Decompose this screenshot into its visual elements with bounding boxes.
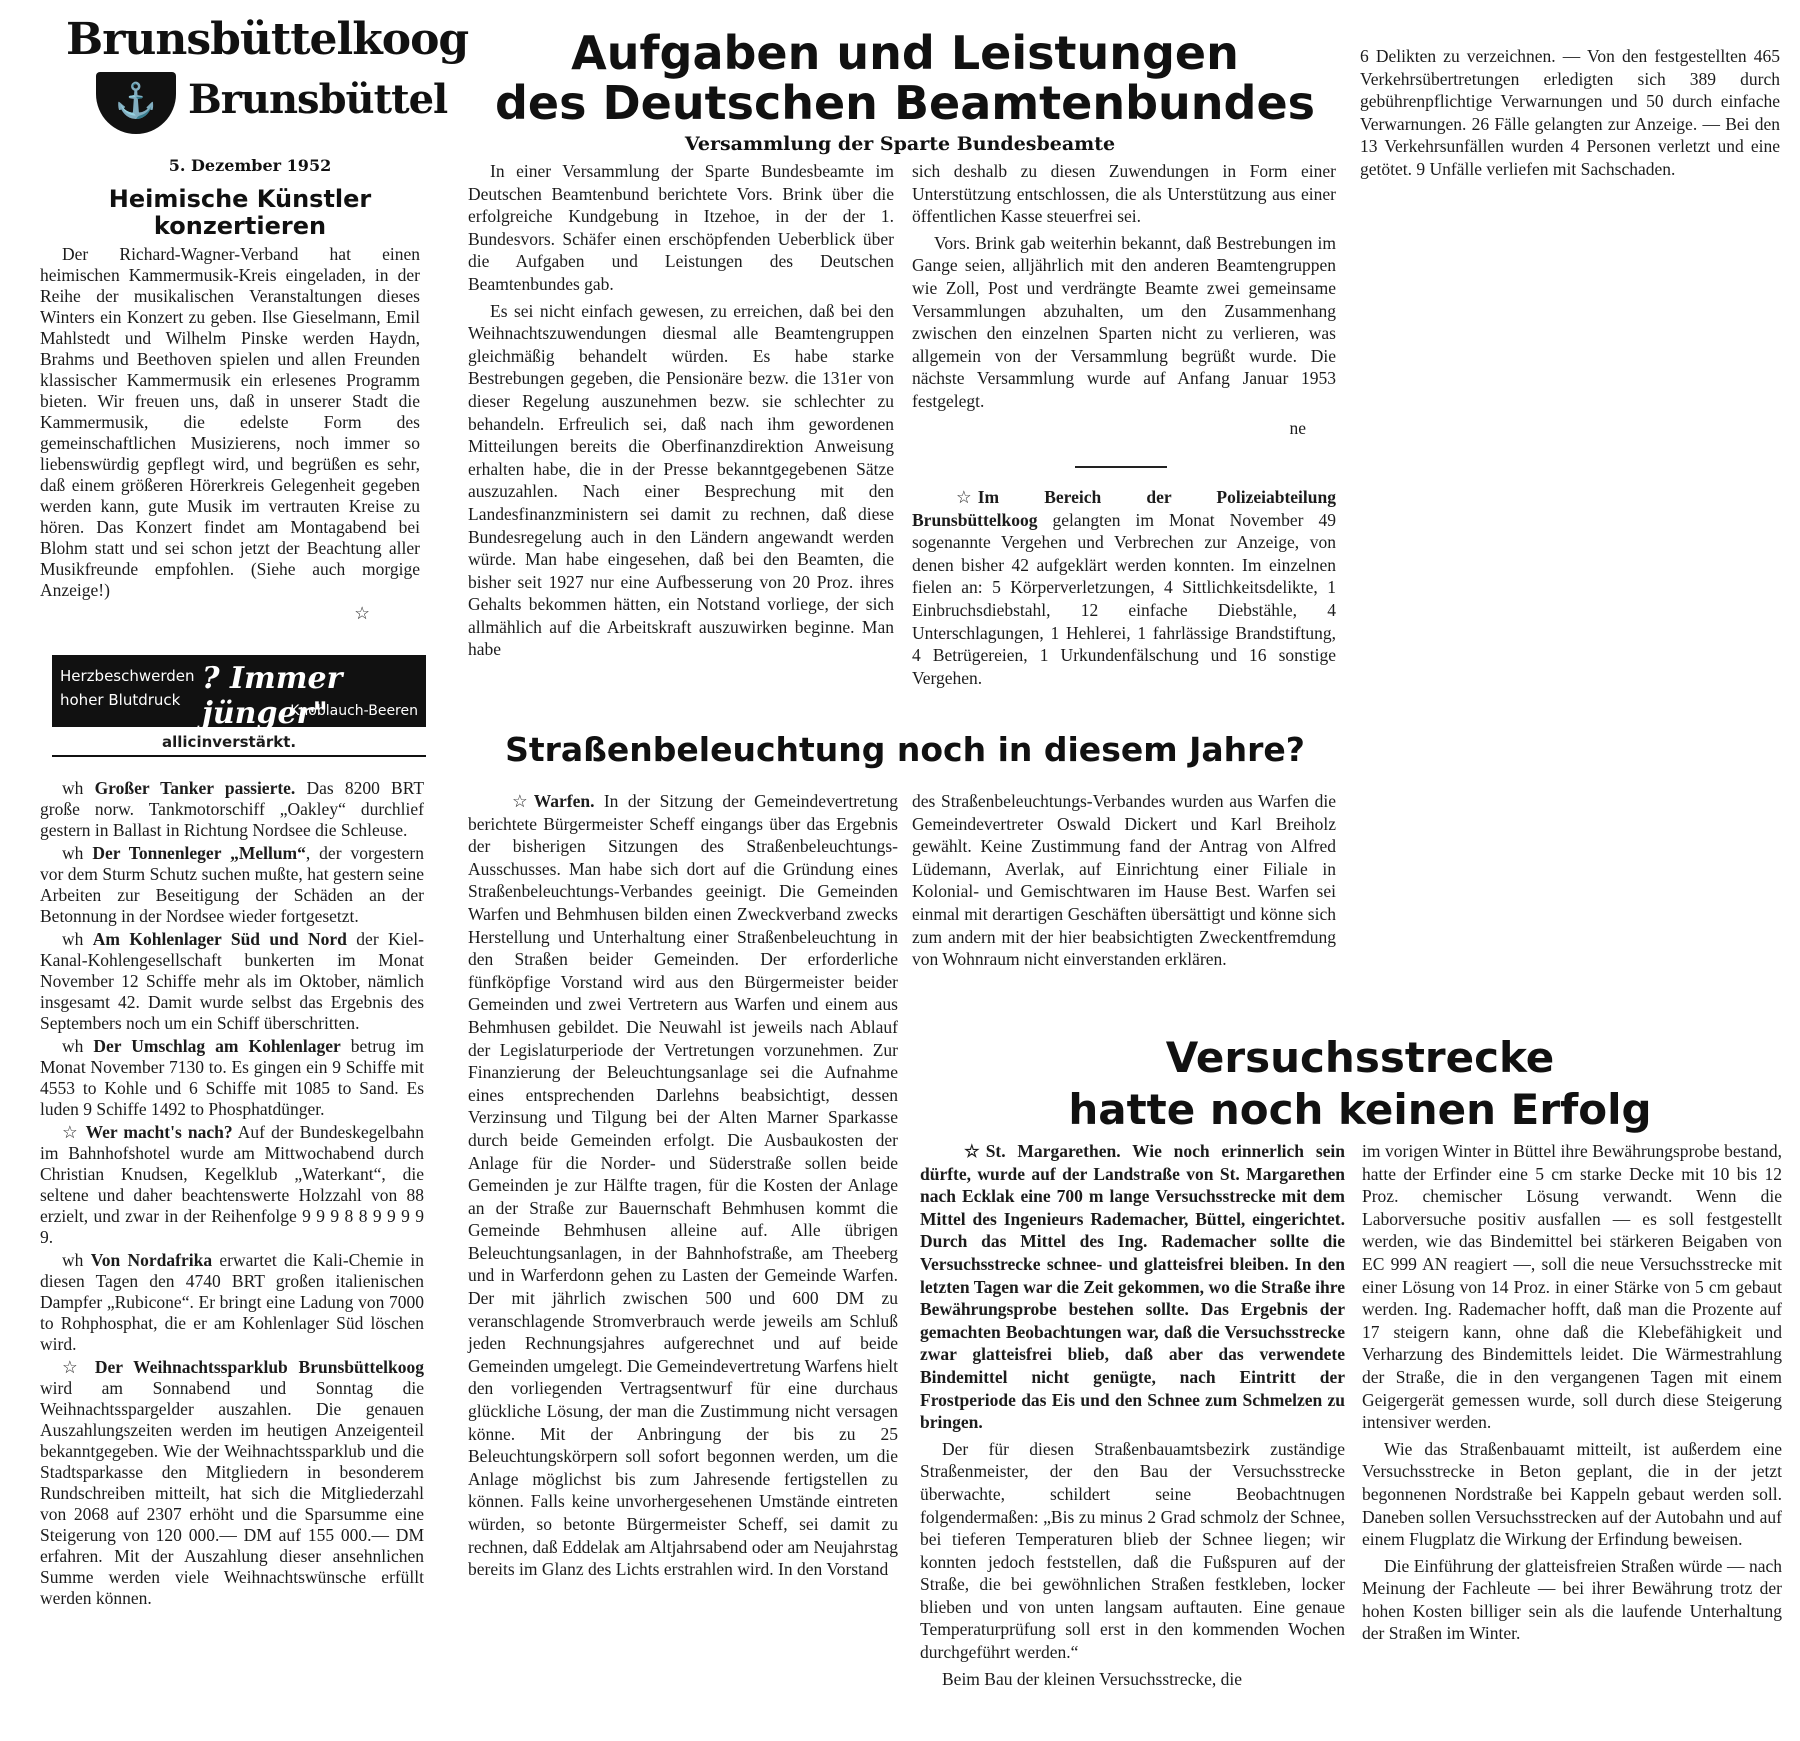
article-text: Der Richard-Wagner-Verband hat einen heimischen Kammermusik-Kreis eingeladen, in der Reihe der musikalischen Veranstaltungen dieses Winters ein Konzert zu geben. Ilse Gieselmann, Emil Mahlstedt und Wilhelm Pinske werden Haydn, Brahms und Beethoven spielen und allen Freunden klassischer Kammermusik ein erlesenes Programm bieten. Wir freuen uns, daß in unserer Stadt die Kammermusik, die edelste Form des gemeinschaftlichen Musizierens, noch immer so liebenswürdig gepflegt wird, und begrüßen es sehr, daß einem größeren Hörerkreis Gelegenheit gegeben werden kann, gute Musik im vertrauten Kreise zu hören. Das Konzert findet am Montagabend bei Blohm statt und sei schon jetzt der Beachtung aller Musikfreunde empfohlen. (Siehe auch morgige Anzeige!) — [40, 244, 420, 600]
star-icon: ☆ — [62, 1122, 80, 1142]
star-icon: ☆ — [956, 487, 972, 507]
article-kuenstler — [40, 244, 420, 624]
advertisement — [52, 655, 426, 765]
issue-date: 5. Dezember 1952 — [168, 156, 332, 175]
masthead-logo — [66, 14, 469, 140]
ad-brand: ? Immer jünger" — [202, 661, 343, 731]
ad-line1: Herzbeschwerden — [60, 667, 195, 685]
article-strassenbeleuchtung: ☆ Warfen. In der Sitzung der Gemeindevertretung berichtete Bürgermeister Scheff eingangs über das Ergebnis der bisherigen Sitzungen des Straßenbeleuchtungs-Ausschusses. Man habe sich dort auf die Gründung eines Straßenbeleuchtungs-Verbandes geeinigt. Die Gemeinden Warfen und Behmhusen bilden einen Zweckverband zwecks Herstellung und Unterhaltung einer Straßenbeleuchtung in den Straßen beider Gemeinden. Der erforderliche fünfköpfige Vorstand wird aus den Bürgermeister beider Gemeinden und zwei Vertretern aus Warfen und einem aus Behmhusen gebildet. Die Neuwahl ist jeweils nach Ablauf der Legislaturperiode der Vertretungen vorzunehmen. Zur Finanzierung der Beleuchtungsanlage sei die Aufnahme eines entsprechenden Darlehns beabsichtigt, dessen Verzinsung und Tilgung bei der Alten Marner Sparkasse durch beide Gemeinden erfolgt. Die Ausbaukosten der Anlage für die Norder- und Süderstraße sollen beide Gemeinden je zur Hälfte tragen, für die Kosten der Anlage an der Straße zur Bauernschaft Behmhusen kommt die Gemeinde Behmhusen alleine auf. Alle übrigen Beleuchtungsanlagen, in der Bahnhofstraße, am Theeberg und in Warferdonn gehen zu Lasten der Gemeinde Warfen. Der mit jährlich zwischen 500 und 600 DM zu veranschlagende Stromverbrauch werde jeweils am Schluß jeden Rechnungsjahres aufgerechnet und auf beide Gemeinden umgelegt. Die Gemeindevertretung Warfens hielt den vorliegenden Vertragsentwurf für eine durchaus glückliche Lösung, der man die Zustimmung nicht versagen könne. Mit der Anbringung der bis zu 25 Beleuchtungskörpern soll sofort begonnen werden, um die Anlage möglichst bis zum Jahresende fertigstellen zu können. Falls keine unvorhergesehenen Umstände eintreten würden, so betonte Bürgermeister Scheff, sei damit zu rechnen, daß Eddelak am Altjahrsabend oder am Neujahrstag bereits im Glanz des Lichts erstrahlen wird. In den Vorstand — [468, 791, 898, 1580]
article-versuchsstrecke-col2: im vorigen Winter in Büttel ihre Bewährungsprobe bestand, hatte der Erfinder eine 5 cm starke Decke mit 10 bis 12 Proz. chemischer Lösung verwandt. Wenn die Laborversuche positiv ausfallen — es soll festgestellt werden, wie das Bindemittel bei stärkeren Beigaben von EC 999 AN reagiert —, soll die neue Versuchsstrecke mit einer Lösung von 14 Proz. in einer Stärke von 5 cm gebaut werden. Ing. Rademacher hofft, daß man die Prozente auf 17 steigern kann, ohne daß die Klebefähigkeit und Verharzung des Bindemittels leidet. Die Wärmestrahlung der Straße, die in den vergangenen Tagen mit einem Geigergerät gemessen wurde, soll durch diese Steigerung intensiver werden. Wie das Straßenbauamt mitteilt, ist außerdem eine Versuchsstrecke in Beton geplant, die in der jetzt begonnenen Nordstraße bei Kappeln gebaut werden soll. Daneben sollen Versuchsstrecken auf der Autobahn und auf einem Flugplatz die Wirkung der Erfindung beweisen. Die Einführung der glatteisfreien Straßen würde — nach Meinung der Fachleute — bei ihrer Bewährung trotz der hohen Kosten billiger sein als die laufende Unterhaltung der Straßen im Winter. — [1362, 1141, 1782, 1644]
masthead-line1: Brunsbüttelkoog — [66, 14, 469, 65]
ad-rule — [52, 755, 426, 757]
article-polizei-continued: 6 Delikten zu verzeichnen. — Von den festgestellten 465 Verkehrsübertretungen erledigten sich 389 durch gebührenpflichtige Verwarnungen und 50 durch einfache Verwarnungen. 26 Fälle gelangten zur Anzeige. — Bei den 13 Verkehrsunfällen wurden 4 Personen verletzt und eine getötet. 9 Unfälle verliefen mit Sachschaden. — [1360, 46, 1780, 179]
headline-versuchsstrecke: Versuchsstrecke hatte noch keinen Erfolg — [1068, 1033, 1652, 1134]
ad-line2: hoher Blutdruck — [60, 691, 181, 709]
star-icon: ☆ — [964, 1141, 980, 1161]
local-news-column — [40, 778, 424, 1611]
article-versuchsstrecke-col1: ☆ St. Margarethen. Wie noch erinnerlich sein dürfte, wurde auf der Landstraße von St. Margarethen nach Ecklak eine 700 m lange Versuchsstrecke mit dem Mittel des Ingenieurs Rademacher, Büttel, eingerichtet. Durch das Mittel des Ing. Rademacher sollte die Versuchsstrecke schnee- und glatteisfrei bleiben. In den letzten Tagen war die Zeit gekommen, wo die Straße ihre Bewährungsprobe bestehen sollte. Das Ergebnis der gemachten Beobachtungen war, daß die Versuchsstrecke zwar glatteisfrei blieb, daß aber das verwendete Bindemittel nicht genügte, nach Eintritt der Frostperiode das Eis und den Schnee zum Schmelzen zu bringen. Der für diesen Straßenbauamtsbezirk zuständige Straßenmeister, der den Bau der Versuchsstrecke überwachte, schildert seine Beobachtnugen folgendermaßen: „Bis zu minus 2 Grad schmolz der Schnee, bei tieferen Temperaturen blieb der Schnee liegen; wir konnten jedoch feststellen, daß die Fußspuren auf der Straße, die bei gewöhnlichen Straßen festkleben, locker blieben und von unten langsam auftauten. Eine genaue Temperaturprüfung soll erst in den kommenden Wochen durchgeführt werden.“ Beim Bau der kleinen Versuchsstrecke, die — [920, 1141, 1345, 1689]
masthead-line2: Brunsbüttel — [184, 76, 451, 123]
star-icon: ☆ — [62, 1357, 85, 1377]
star-icon: ☆ — [512, 791, 528, 811]
article-polizei: ☆ Im Bereich der Polizeiabteilung Brunsbüttelkoog gelangten im Monat November 49 sogenannte Vergehen und Verbrechen zur Anzeige, von denen bisher 42 aufgeklärt werden konnten. Im einzelnen fielen an: 5 Körperverletzungen, 4 Sittlichkeitsdelikte, 1 Einbruchsdiebstahl, 12 einfache Diebstähle, 4 Unterschlagungen, 1 Hehlerei, 1 fahrlässige Brandstiftung, 4 Betrügereien, 1 Urkundenfälschung und 16 sonstige Vergehen. — [912, 487, 1336, 688]
anchor-icon: ⚓ — [96, 72, 176, 134]
news-item: ☆ Wer macht's nach? Auf der Bundeskegelbahn im Bahnhofshotel wurde am Mittwochabend durch Christian Knudsen, Kegelklub „Waterkant“, die seltene und daher beachtenswerte Holzzahl von 88 erzielt, und zwar in der Reihenfolge 9 9 9 8 8 9 9 9 9 9. — [40, 1122, 424, 1247]
news-item: wh Der Tonnenleger „Mellum“, der vorgestern vor dem Sturm Schutz suchen mußte, hat gestern seine Arbeiten zur Beseitigung der Schäden an der Betonnung in der Nordsee wieder fortgesetzt. — [40, 843, 424, 926]
subtitle-beamtenbund: Versammlung der Sparte Bundesbeamte — [684, 133, 1116, 155]
ad-claim: allicinverstärkt. — [162, 733, 297, 751]
article-beamtenbund-col1: In einer Versammlung der Sparte Bundesbeamte im Deutschen Beamtenbund berichtete Vors. Brink über die erfolgreiche Kundgebung in Itzehoe, in der der 1. Bundesvors. Schäfer einen erschöpfenden Ueberblick über die Aufgaben und Leistungen des Deutschen Beamtenbundes gab. Es sei nicht einfach gewesen, zu erreichen, daß bei den Weihnachtszuwendungen diesmal alle Beamtengruppen gleichmäßig behandelt würden. Es habe starke Bestrebungen gegeben, die Pensionäre bezw. die 131er von dieser Regelung auszunehmen bezw. sie schlechter zu behandeln. Erfreulich sei, daß nach ihm gewordenen Mitteilungen bereits die Oberfinanzdirektion Anweisung erhalten habe, die in der Presse bekanntgegebenen Sätze auszuzahlen. Nach einer Besprechung mit den Landesfinanzministern sei damit zu rechnen, daß diese Bundesregelung auch in den Ländern angewandt werden würde. Man habe eingesehen, daß bei den Beamten, die bisher seit 1927 nur eine Aufbesserung von 20 Proz. ihres Gehalts bekommen hätten, ein Notstand vorliege, der sich allmählich auf die Arbeitskraft auszuwirken beginne. Man habe — [468, 161, 894, 660]
news-item: wh Der Umschlag am Kohlenlager betrug im Monat November 7130 to. Es gingen ein 9 Schiffe mit 4553 to Kohle und 6 Schiffe mit 1085 to Sand. Es luden 9 Schiffe 1492 to Phosphatdünger. — [40, 1036, 424, 1119]
headline-kuenstler: Heimische Künstler konzertieren — [108, 185, 372, 240]
news-item: ☆ Der Weihnachtssparklub Brunsbüttelkoog wird am Sonnabend und Sonntag die Weihnachtsspargelder auszahlen. Die genauen Auszahlungszeiten werden im heutigen Anzeigenteil bekanntgegeben. Wie der Weihnachtssparklub und die Stadtsparkasse den Mitgliedern in besonderem Rundschreiben mitteilt, hat sich die Mitgliederzahl von 2068 auf 2307 erhöht und die Sparsumme eine Steigerung von 120 000.— DM auf 155 000.— DM erfahren. Mit der Auszahlung dieser ansehnlichen Summe werden viele Weihnachtswünsche erfüllt werden können. — [40, 1357, 424, 1608]
divider — [1075, 466, 1167, 468]
news-item: wh Am Kohlenlager Süd und Nord der Kiel-Kanal-Kohlengesellschaft bunkerten im Monat November 12 Schiffe mehr als im Oktober, nämlich insgesamt 42. Damit wurde selbst das Ergebnis des Septembers noch um ein Schiff überschritten. — [40, 929, 424, 1033]
ad-product: Knoblauch-Beeren — [290, 703, 418, 719]
headline-strassenbeleuchtung: Straßenbeleuchtung noch in diesem Jahre? — [505, 730, 1305, 769]
author-signature: ne — [1289, 417, 1306, 438]
article-strassenbeleuchtung-continued: des Straßenbeleuchtungs-Verbandes wurden aus Warfen die Gemeindevertreter Oswald Dickert und Karl Breiholz gewählt. Keine Zustimmung fand der Antrag von Alfred Lüdemann, Averlak, auf Einrichtung einer Filiale in Kolonial- und Gemischtwaren im Hause Best. Warfen sei einmal mit derartigen Geschäften übersättigt und könne sich zum andern mit der hier beabsichtigten Zweckentfremdung von Wohnraum nicht einverstanden erklären. — [912, 791, 1336, 970]
ad-box — [52, 655, 426, 731]
news-item: wh Von Nordafrika erwartet die Kali-Chemie in diesen Tagen den 4740 BRT großen italienischen Dampfer „Rubicone“. Er bringt eine Ladung von 7000 to Rohphosphat, die er am Kohlenlager Süd löschen wird. — [40, 1250, 425, 1354]
news-item: wh Großer Tanker passierte. Das 8200 BRT große norw. Tankmotorschiff „Oakley“ durchlief gestern in Ballast in Richtung Nordsee die Schleuse. — [40, 778, 425, 840]
headline-beamtenbund: Aufgaben und Leistungen des Deutschen Beamtenbundes — [494, 26, 1316, 130]
article-beamtenbund-col2: sich deshalb zu diesen Zuwendungen in Form einer Unterstützung entschlossen, die als Unterstützung aus einer öffentlichen Kasse steuerfrei sei. Vors. Brink gab weiterhin bekannt, daß Bestrebungen im Gange seien, alljährlich mit den anderen Beamtengruppen wie Zoll, Post und verdrängte Beamte zwei gemeinsame Versammlungen abzuhalten, um den Zusammenhang zwischen den einzelnen Sparten nicht zu verlieren, was allgemein von der Versammlung begrüßt wurde. Die nächste Versammlung wurde auf Anfang Januar 1953 festgelegt. ne — [912, 161, 1336, 438]
star-icon: ☆ — [354, 603, 370, 623]
